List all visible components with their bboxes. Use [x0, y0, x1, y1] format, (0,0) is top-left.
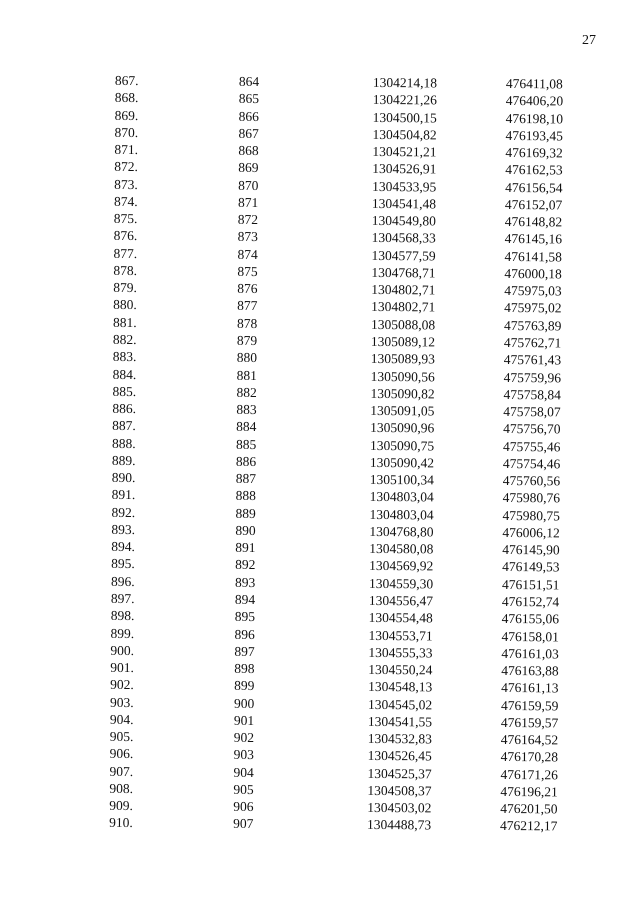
- x-coordinate: 1304803,04: [369, 489, 434, 505]
- x-coordinate: 1305089,12: [370, 333, 436, 350]
- y-coordinate: 476411,08: [505, 75, 563, 92]
- row-index: 872.: [114, 159, 138, 175]
- y-coordinate: 476152,07: [504, 196, 563, 213]
- row-index: 881.: [112, 314, 137, 330]
- x-coordinate: 1304568,33: [371, 230, 436, 246]
- point-number: 864: [238, 73, 260, 90]
- point-number: 876: [237, 281, 258, 297]
- y-coordinate: 476149,53: [502, 559, 560, 575]
- point-number: 899: [234, 678, 255, 694]
- x-coordinate: 1304521,21: [372, 143, 437, 160]
- x-coordinate: 1304525,37: [367, 765, 432, 782]
- y-coordinate: 475975,03: [504, 283, 562, 299]
- point-number: 877: [237, 298, 258, 314]
- row-index: 890.: [111, 470, 136, 486]
- point-number: 890: [235, 522, 256, 538]
- point-number: 894: [234, 591, 256, 607]
- x-coordinate: 1304545,02: [367, 696, 433, 712]
- y-coordinate: 475755,46: [503, 438, 561, 454]
- x-coordinate: 1304768,80: [369, 523, 434, 540]
- y-coordinate: 476201,50: [500, 801, 558, 817]
- page-number: 27: [582, 33, 596, 48]
- y-coordinate: 476000,18: [504, 265, 562, 282]
- point-number: 868: [238, 142, 259, 159]
- coordinates-table: [0, 71, 640, 836]
- row-index: 876.: [113, 228, 138, 244]
- y-coordinate: 475758,84: [503, 386, 561, 403]
- x-coordinate: 1304580,08: [369, 541, 434, 557]
- y-coordinate: 476159,59: [500, 697, 559, 713]
- row-index: 905.: [109, 728, 134, 745]
- x-coordinate: 1304541,55: [367, 713, 433, 730]
- point-number: 904: [233, 764, 254, 780]
- point-number: 888: [235, 488, 256, 504]
- x-coordinate: 1305100,34: [369, 472, 434, 488]
- point-number: 871: [237, 194, 259, 210]
- row-index: 899.: [110, 625, 135, 641]
- x-coordinate: 1304221,26: [372, 92, 437, 108]
- point-number: 892: [235, 557, 256, 573]
- row-index: 896.: [110, 573, 135, 589]
- point-number: 889: [235, 505, 256, 521]
- y-coordinate: 476164,52: [500, 732, 559, 748]
- row-index: 874.: [113, 193, 138, 209]
- row-index: 891.: [111, 487, 136, 503]
- point-number: 896: [234, 626, 255, 642]
- y-coordinate: 476171,26: [500, 766, 558, 783]
- y-coordinate: 475761,43: [503, 352, 562, 368]
- x-coordinate: 1305089,93: [370, 351, 435, 367]
- y-coordinate: 475763,89: [503, 317, 562, 334]
- row-index: 882.: [112, 331, 137, 348]
- x-coordinate: 1304526,45: [367, 748, 432, 764]
- row-index: 900.: [110, 642, 135, 658]
- row-index: 884.: [112, 366, 137, 382]
- row-index: 902.: [110, 677, 134, 693]
- row-index: 888.: [112, 435, 136, 451]
- row-index: 909.: [109, 798, 133, 814]
- row-index: 885.: [112, 383, 137, 399]
- y-coordinate: 476145,16: [504, 231, 563, 247]
- y-coordinate: 476406,20: [505, 93, 564, 109]
- y-coordinate: 476162,53: [505, 162, 563, 178]
- point-number: 883: [236, 401, 257, 418]
- row-index: 879.: [113, 280, 137, 296]
- y-coordinate: 476155,06: [501, 611, 560, 627]
- row-index: 878.: [113, 262, 138, 279]
- x-coordinate: 1304504,82: [372, 126, 437, 143]
- row-index: 886.: [112, 400, 137, 417]
- y-coordinate: 476148,82: [504, 214, 563, 230]
- point-number: 881: [236, 367, 257, 383]
- y-coordinate: 476159,57: [500, 714, 559, 731]
- x-coordinate: 1304768,71: [371, 264, 436, 281]
- point-number: 885: [236, 436, 257, 452]
- row-index: 894.: [111, 539, 135, 555]
- point-number: 898: [234, 660, 255, 677]
- point-number: 895: [234, 609, 256, 625]
- point-number: 903: [233, 747, 254, 763]
- point-number: 902: [233, 729, 255, 746]
- x-coordinate: 1304555,33: [368, 644, 433, 661]
- x-coordinate: 1305090,96: [370, 420, 435, 436]
- y-coordinate: 476161,03: [501, 645, 559, 662]
- row-index: 867.: [114, 72, 139, 89]
- x-coordinate: 1304214,18: [372, 74, 438, 91]
- y-coordinate: 476196,21: [500, 783, 558, 800]
- row-index: 901.: [110, 659, 135, 676]
- x-coordinate: 1305091,05: [370, 402, 435, 419]
- y-coordinate: 475759,96: [503, 369, 562, 385]
- x-coordinate: 1304549,80: [371, 213, 437, 229]
- table-row: [0, 813, 634, 835]
- row-index: 898.: [110, 608, 135, 624]
- point-number: 874: [237, 246, 258, 262]
- y-coordinate: 475980,75: [502, 507, 560, 524]
- row-index: 873.: [114, 176, 138, 192]
- x-coordinate: 1304500,15: [372, 109, 437, 125]
- row-index: 907.: [109, 763, 134, 779]
- y-coordinate: 475762,71: [503, 334, 562, 351]
- row-index: 869.: [114, 107, 139, 123]
- y-coordinate: 476161,13: [501, 680, 559, 696]
- x-coordinate: 1305090,82: [370, 385, 435, 402]
- point-number: 878: [236, 315, 258, 331]
- x-coordinate: 1304803,04: [369, 506, 434, 523]
- y-coordinate: 475975,02: [504, 300, 562, 316]
- point-number: 893: [234, 574, 256, 590]
- row-index: 889.: [111, 452, 136, 468]
- row-index: 875.: [113, 211, 138, 227]
- y-coordinate: 476141,58: [504, 248, 562, 265]
- y-coordinate: 476145,90: [502, 542, 560, 558]
- point-number: 884: [236, 419, 257, 435]
- point-number: 905: [233, 781, 254, 797]
- y-coordinate: 476152,74: [501, 593, 560, 610]
- row-index: 910.: [109, 815, 133, 831]
- y-coordinate: 476163,88: [501, 662, 559, 679]
- point-number: 872: [237, 211, 259, 228]
- point-number: 901: [233, 712, 255, 728]
- y-coordinate: 475756,70: [503, 421, 561, 437]
- row-index: 871.: [114, 141, 139, 158]
- x-coordinate: 1304802,71: [371, 282, 436, 298]
- point-number: 906: [233, 799, 254, 815]
- point-number: 900: [233, 695, 255, 711]
- point-number: 880: [236, 350, 258, 366]
- row-index: 908.: [109, 780, 134, 796]
- row-index: 868.: [114, 90, 139, 106]
- point-number: 891: [235, 540, 256, 556]
- x-coordinate: 1304569,92: [369, 558, 434, 574]
- point-number: 873: [237, 229, 259, 245]
- y-coordinate: 476158,01: [501, 628, 560, 644]
- point-number: 865: [238, 91, 260, 107]
- row-index: 880.: [113, 297, 137, 313]
- x-coordinate: 1304556,47: [368, 592, 434, 609]
- x-coordinate: 1304508,37: [367, 782, 432, 799]
- x-coordinate: 1304553,71: [368, 627, 433, 643]
- row-index: 895.: [111, 556, 135, 572]
- y-coordinate: 476212,17: [500, 818, 558, 834]
- point-number: 879: [236, 332, 258, 349]
- y-coordinate: 476151,51: [501, 576, 560, 593]
- x-coordinate: 1304541,48: [371, 195, 437, 212]
- row-index: 906.: [109, 746, 134, 762]
- x-coordinate: 1304802,71: [371, 299, 436, 315]
- row-index: 893.: [111, 521, 136, 537]
- y-coordinate: 475754,46: [502, 455, 561, 472]
- row-index: 883.: [112, 349, 137, 365]
- row-index: 877.: [113, 245, 138, 261]
- point-number: 882: [236, 384, 257, 400]
- x-coordinate: 1304550,24: [368, 661, 433, 678]
- x-coordinate: 1305090,75: [370, 437, 435, 453]
- y-coordinate: 476170,28: [500, 749, 559, 765]
- x-coordinate: 1304526,91: [372, 161, 437, 177]
- y-coordinate: 476169,32: [505, 145, 563, 161]
- row-index: 870.: [114, 124, 139, 140]
- x-coordinate: 1304533,95: [372, 178, 437, 195]
- x-coordinate: 1304577,59: [371, 247, 436, 264]
- point-number: 867: [238, 125, 259, 141]
- x-coordinate: 1304559,30: [368, 575, 434, 592]
- row-index: 903.: [109, 694, 134, 710]
- x-coordinate: 1304532,83: [367, 731, 432, 747]
- x-coordinate: 1304548,13: [368, 679, 433, 695]
- point-number: 887: [235, 470, 257, 487]
- row-index: 897.: [110, 590, 135, 607]
- y-coordinate: 475760,56: [502, 473, 561, 489]
- y-coordinate: 476193,45: [505, 127, 563, 144]
- y-coordinate: 475980,76: [502, 490, 561, 506]
- row-index: 892.: [111, 504, 136, 520]
- point-number: 870: [238, 177, 259, 193]
- row-index: 887.: [112, 418, 136, 434]
- row-index: 904.: [109, 711, 134, 727]
- x-coordinate: 1304554,48: [368, 610, 433, 626]
- x-coordinate: 1304488,73: [367, 817, 432, 833]
- point-number: 866: [238, 108, 259, 124]
- point-number: 897: [234, 643, 255, 659]
- x-coordinate: 1305090,42: [369, 454, 435, 471]
- x-coordinate: 1304503,02: [367, 800, 432, 816]
- y-coordinate: 476006,12: [502, 524, 560, 541]
- point-number: 875: [237, 263, 258, 279]
- x-coordinate: 1305088,08: [370, 316, 436, 333]
- y-coordinate: 476156,54: [505, 179, 563, 196]
- point-number: 886: [235, 453, 257, 469]
- x-coordinate: 1305090,56: [370, 368, 435, 384]
- y-coordinate: 476198,10: [505, 110, 564, 126]
- point-number: 869: [238, 160, 259, 176]
- y-coordinate: 475758,07: [503, 404, 561, 420]
- point-number: 907: [233, 816, 254, 832]
